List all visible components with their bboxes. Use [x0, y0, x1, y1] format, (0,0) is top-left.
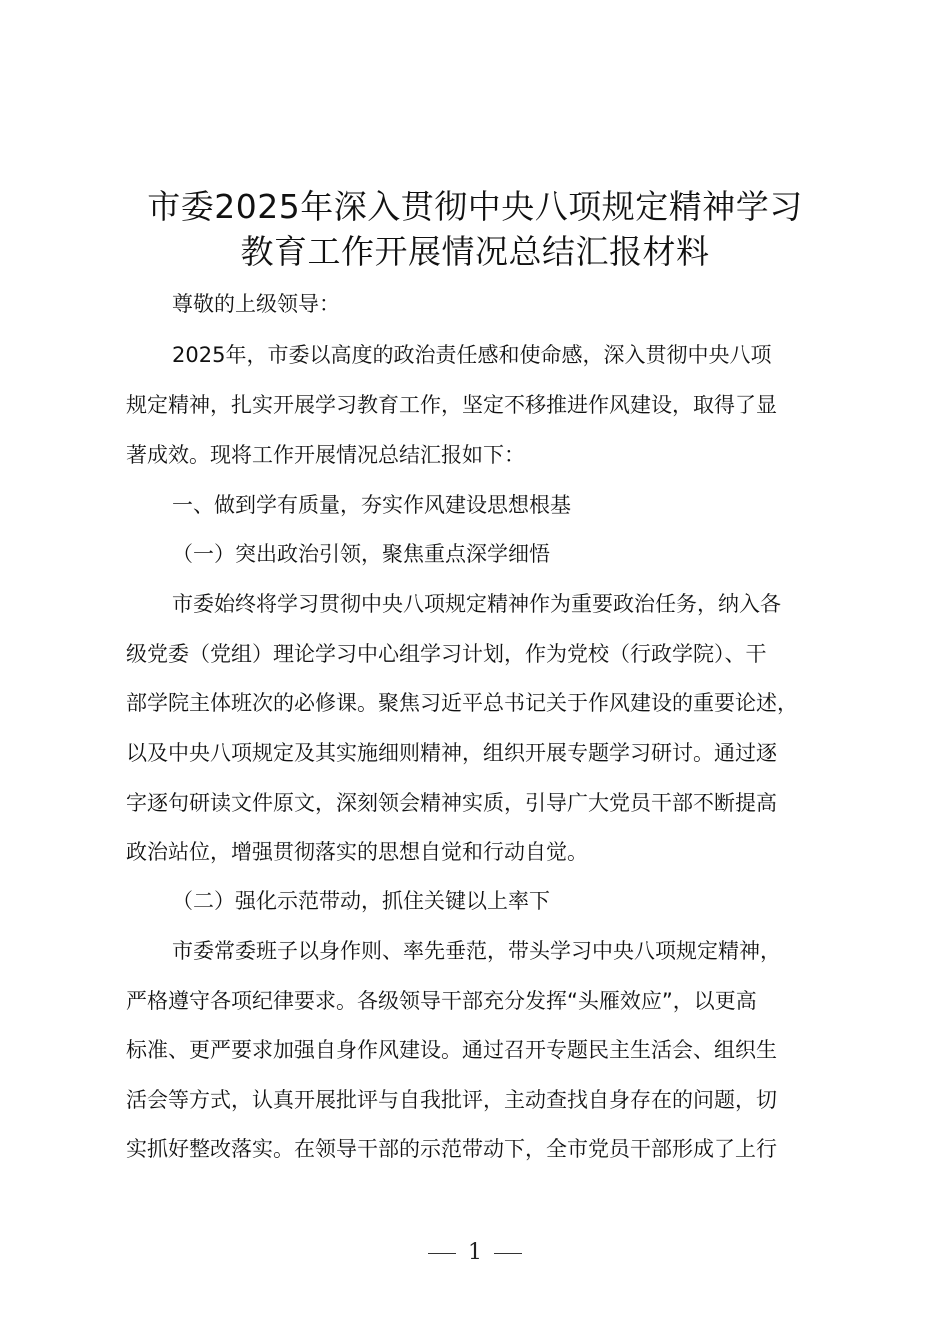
page-footer: [0, 1238, 950, 1268]
section-heading: 一、做到学有质量，夯实作风建设思想根基: [172, 493, 571, 517]
paragraph-line: 标准、更严要求加强自身作风建设。通过召开专题民主生活会、组织生: [126, 1038, 777, 1062]
paragraph-line: 规定精神，扎实开展学习教育工作，坚定不移推进作风建设，取得了显: [126, 393, 777, 417]
footer-dash-left: [428, 1253, 456, 1254]
paragraph-line: 政治站位，增强贯彻落实的思想自觉和行动自觉。: [126, 840, 588, 864]
document-title-line-1: 市委2025年深入贯彻中央八项规定精神学习: [147, 187, 803, 226]
paragraph-line: 著成效。现将工作开展情况总结汇报如下：: [126, 443, 525, 467]
salutation: 尊敬的上级领导：: [172, 292, 340, 316]
paragraph-line: 级党委（党组）理论学习中心组学习计划，作为党校（行政学院）、干: [126, 642, 767, 666]
paragraph-line: 严格遵守各项纪律要求。各级领导干部充分发挥“头雁效应”，以更高: [126, 989, 757, 1013]
paragraph-line: 活会等方式，认真开展批评与自我批评，主动查找自身存在的问题，切: [126, 1088, 777, 1112]
paragraph-line: 市委始终将学习贯彻中央八项规定精神作为重要政治任务，纳入各: [172, 592, 781, 616]
subsection-heading: （一）突出政治引领，聚焦重点深学细悟: [172, 542, 550, 566]
paragraph-line: 以及中央八项规定及其实施细则精神，组织开展专题学习研讨。通过逐: [126, 741, 777, 765]
paragraph-line: 2025年，市委以高度的政治责任感和使命感，深入贯彻中央八项: [172, 343, 772, 367]
subsection-heading: （二）强化示范带动，抓住关键以上率下: [172, 889, 550, 913]
footer-dash-right: [494, 1253, 522, 1254]
document-title-line-2: 教育工作开展情况总结汇报材料: [240, 232, 710, 271]
paragraph-line: 部学院主体班次的必修课。聚焦习近平总书记关于作风建设的重要论述，: [126, 691, 798, 715]
paragraph-line: 市委常委班子以身作则、率先垂范，带头学习中央八项规定精神，: [172, 939, 781, 963]
page-number: 1: [468, 1240, 482, 1265]
paragraph-line: 实抓好整改落实。在领导干部的示范带动下，全市党员干部形成了上行: [126, 1137, 777, 1161]
paragraph-line: 字逐句研读文件原文，深刻领会精神实质，引导广大党员干部不断提高: [126, 791, 777, 815]
